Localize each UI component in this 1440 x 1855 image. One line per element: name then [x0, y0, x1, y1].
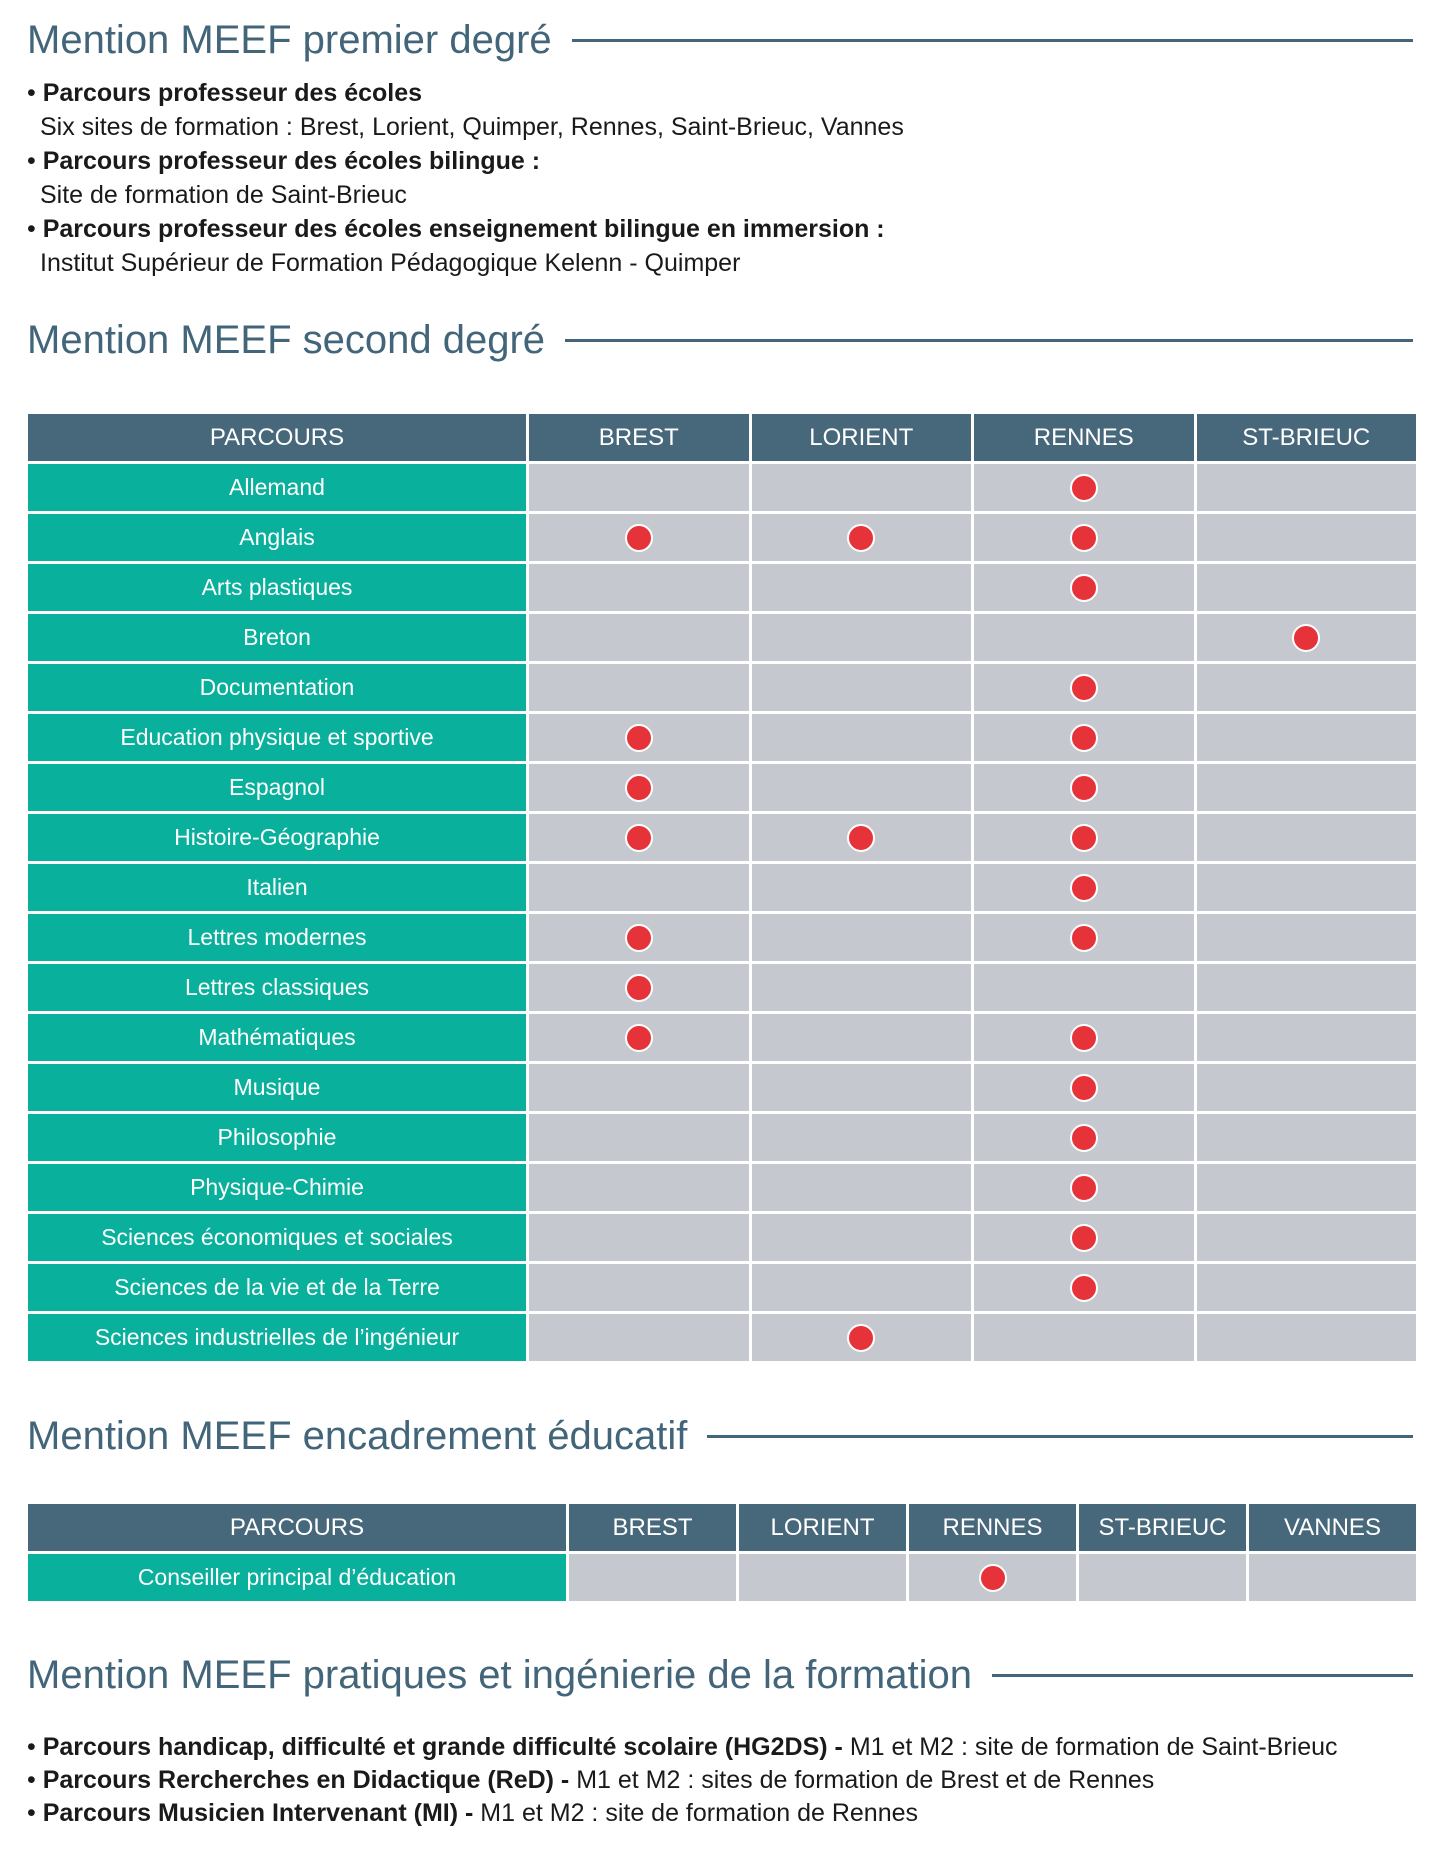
table-row [28, 464, 1416, 511]
site-cell [974, 914, 1194, 961]
site-cell [909, 1554, 1076, 1601]
site-cell [529, 1164, 749, 1211]
site-cell [1197, 714, 1417, 761]
table-row [28, 764, 1416, 811]
site-cell [752, 964, 972, 1011]
item-detail: M1 et M2 : sites de formation de Brest et de Rennes [569, 1766, 1155, 1794]
item-label: Parcours Rercherches en Didactique (ReD) - [42, 1766, 570, 1794]
availability-dot [1070, 474, 1098, 502]
list-item: • Parcours professeur des écoles [27, 79, 423, 107]
site-cell [1197, 764, 1417, 811]
item-detail: M1 et M2 : site de formation de Rennes [473, 1799, 919, 1827]
section-title-text: Mention MEEF encadrement éducatif [27, 1414, 688, 1458]
site-cell [974, 464, 1194, 511]
pratiques-list [27, 1731, 1338, 1830]
site-cell [974, 964, 1194, 1011]
availability-dot [847, 524, 875, 552]
row-label: Lettres modernes [28, 914, 526, 961]
site-cell [529, 1114, 749, 1161]
availability-dot [1070, 924, 1098, 952]
site-cell [752, 1214, 972, 1261]
site-cell [974, 664, 1194, 711]
site-cell [529, 614, 749, 661]
site-cell [1197, 1164, 1417, 1211]
site-cell [1197, 1064, 1417, 1111]
site-cell [529, 914, 749, 961]
site-cell [974, 714, 1194, 761]
row-label: Musique [28, 1064, 526, 1111]
site-cell [752, 864, 972, 911]
table-row [28, 1014, 1416, 1061]
site-cell [974, 1214, 1194, 1261]
site-cell [1197, 464, 1417, 511]
site-cell [752, 764, 972, 811]
site-cell [1249, 1554, 1416, 1601]
site-cell [752, 1014, 972, 1061]
row-label: Allemand [28, 464, 526, 511]
availability-dot [625, 1024, 653, 1052]
section-title-premier [27, 18, 1413, 63]
row-label: Anglais [28, 514, 526, 561]
item-label: Parcours handicap, difficulté et grande difficulté scolaire (HG2DS) - [42, 1733, 843, 1761]
item-detail: Six sites de formation : Brest, Lorient, Quimper, Rennes, Saint-Brieuc, Vannes [40, 113, 904, 141]
header-site: RENNES [909, 1504, 1076, 1551]
item-label: Parcours professeur des écoles bilingue : [42, 147, 541, 175]
site-cell [974, 1164, 1194, 1211]
availability-dot [625, 724, 653, 752]
title-rule [572, 39, 1413, 42]
site-cell [1197, 614, 1417, 661]
site-cell [569, 1554, 736, 1601]
availability-dot [1070, 724, 1098, 752]
section-title-pratiques [27, 1653, 1413, 1698]
site-cell [529, 1214, 749, 1261]
header-site: LORIENT [752, 414, 972, 461]
availability-dot [1070, 1124, 1098, 1152]
list-item: • Parcours Musicien Intervenant (MI) - M1 et M2 : site de formation de Rennes [27, 1799, 919, 1827]
list-item: • Parcours professeur des écoles bilingue : [27, 147, 541, 175]
title-rule [565, 339, 1413, 342]
site-cell [529, 1064, 749, 1111]
site-cell [752, 664, 972, 711]
site-cell [739, 1554, 906, 1601]
site-cell [1197, 814, 1417, 861]
table-row [28, 664, 1416, 711]
site-cell [529, 664, 749, 711]
availability-dot [1070, 774, 1098, 802]
table-encadrement [25, 1501, 1419, 1604]
site-cell [529, 1014, 749, 1061]
row-label: Espagnol [28, 764, 526, 811]
table-row [28, 1214, 1416, 1261]
row-label: Lettres classiques [28, 964, 526, 1011]
site-cell [752, 1264, 972, 1311]
availability-dot [1070, 1074, 1098, 1102]
title-rule [707, 1435, 1413, 1438]
availability-dot [1070, 1274, 1098, 1302]
site-cell [974, 1114, 1194, 1161]
availability-dot [625, 924, 653, 952]
table-row [28, 1114, 1416, 1161]
row-label: Italien [28, 864, 526, 911]
site-cell [1197, 514, 1417, 561]
section-title-second [27, 318, 1413, 363]
header-site: LORIENT [739, 1504, 906, 1551]
row-label: Sciences de la vie et de la Terre [28, 1264, 526, 1311]
site-cell [974, 514, 1194, 561]
row-label: Documentation [28, 664, 526, 711]
availability-dot [979, 1564, 1007, 1592]
section-title-encadrement [27, 1414, 1413, 1459]
site-cell [752, 564, 972, 611]
item-label: Parcours professeur des écoles [42, 79, 423, 107]
site-cell [752, 514, 972, 561]
site-cell [974, 814, 1194, 861]
site-cell [1197, 1314, 1417, 1361]
premier-list [27, 76, 904, 280]
site-cell [974, 1264, 1194, 1311]
site-cell [529, 464, 749, 511]
availability-dot [1070, 674, 1098, 702]
table-row [28, 614, 1416, 661]
row-label: Breton [28, 614, 526, 661]
site-cell [1197, 1014, 1417, 1061]
site-cell [974, 1014, 1194, 1061]
table-row [28, 1264, 1416, 1311]
table-row [28, 964, 1416, 1011]
table-row [28, 914, 1416, 961]
title-rule [992, 1674, 1413, 1677]
availability-dot [625, 524, 653, 552]
availability-dot [1070, 1174, 1098, 1202]
site-cell [529, 564, 749, 611]
site-cell [752, 1064, 972, 1111]
availability-dot [847, 1324, 875, 1352]
row-label: Physique-Chimie [28, 1164, 526, 1211]
site-cell [529, 864, 749, 911]
list-item: • Parcours Rercherches en Didactique (ReD) - M1 et M2 : sites de formation de Brest et de Rennes [27, 1766, 1155, 1794]
section-title-text: Mention MEEF second degré [27, 318, 546, 362]
header-parcours: PARCOURS [28, 1504, 566, 1551]
availability-dot [1070, 824, 1098, 852]
site-cell [752, 614, 972, 661]
table-second-degre [25, 411, 1419, 1364]
availability-dot [1070, 574, 1098, 602]
site-cell [529, 764, 749, 811]
row-label: Mathématiques [28, 1014, 526, 1061]
table-row [28, 864, 1416, 911]
site-cell [1197, 1214, 1417, 1261]
header-site: BREST [569, 1504, 736, 1551]
site-cell [529, 814, 749, 861]
section-title-text: Mention MEEF premier degré [27, 18, 552, 62]
header-parcours: PARCOURS [28, 414, 526, 461]
row-label: Education physique et sportive [28, 714, 526, 761]
site-cell [529, 964, 749, 1011]
availability-dot [625, 824, 653, 852]
row-label: Sciences économiques et sociales [28, 1214, 526, 1261]
row-label: Histoire-Géographie [28, 814, 526, 861]
availability-dot [1292, 624, 1320, 652]
row-label: Sciences industrielles de l’ingénieur [28, 1314, 526, 1361]
site-cell [974, 764, 1194, 811]
availability-dot [1070, 524, 1098, 552]
row-label: Philosophie [28, 1114, 526, 1161]
header-site: BREST [529, 414, 749, 461]
item-detail: Site de formation de Saint-Brieuc [40, 181, 407, 209]
table-row [28, 714, 1416, 761]
site-cell [752, 1114, 972, 1161]
site-cell [1197, 564, 1417, 611]
site-cell [752, 464, 972, 511]
availability-dot [1070, 1024, 1098, 1052]
site-cell [752, 1314, 972, 1361]
row-label: Arts plastiques [28, 564, 526, 611]
site-cell [529, 1264, 749, 1311]
table-row [28, 564, 1416, 611]
list-item: • Parcours professeur des écoles enseignement bilingue en immersion : [27, 215, 885, 243]
header-site: ST-BRIEUC [1079, 1504, 1246, 1551]
site-cell [529, 1314, 749, 1361]
site-cell [1197, 914, 1417, 961]
site-cell [1197, 1114, 1417, 1161]
row-label: Conseiller principal d’éducation [28, 1554, 566, 1601]
table-row [28, 514, 1416, 561]
site-cell [1197, 864, 1417, 911]
table-row [28, 1164, 1416, 1211]
site-cell [974, 1064, 1194, 1111]
availability-dot [1070, 1224, 1098, 1252]
site-cell [974, 614, 1194, 661]
table-row [28, 1314, 1416, 1361]
site-cell [752, 914, 972, 961]
table-row [28, 1554, 1416, 1601]
site-cell [752, 714, 972, 761]
header-site: VANNES [1249, 1504, 1416, 1551]
availability-dot [1070, 874, 1098, 902]
table-row [28, 814, 1416, 861]
site-cell [974, 1314, 1194, 1361]
site-cell [974, 864, 1194, 911]
site-cell [529, 714, 749, 761]
availability-dot [847, 824, 875, 852]
item-detail: Institut Supérieur de Formation Pédagogique Kelenn - Quimper [40, 249, 741, 277]
header-site: RENNES [974, 414, 1194, 461]
list-item: • Parcours handicap, difficulté et grande difficulté scolaire (HG2DS) - M1 et M2 : site de formation de Saint-Brieuc [27, 1733, 1338, 1761]
site-cell [529, 514, 749, 561]
site-cell [752, 1164, 972, 1211]
item-label: Parcours professeur des écoles enseignement bilingue en immersion : [42, 215, 885, 243]
site-cell [1197, 964, 1417, 1011]
item-label: Parcours Musicien Intervenant (MI) - [42, 1799, 474, 1827]
site-cell [1197, 664, 1417, 711]
table-row [28, 1064, 1416, 1111]
site-cell [1079, 1554, 1246, 1601]
site-cell [752, 814, 972, 861]
site-cell [974, 564, 1194, 611]
section-title-text: Mention MEEF pratiques et ingénierie de la formation [27, 1653, 972, 1697]
site-cell [1197, 1264, 1417, 1311]
header-site: ST-BRIEUC [1197, 414, 1417, 461]
item-detail: M1 et M2 : site de formation de Saint-Brieuc [842, 1733, 1338, 1761]
availability-dot [625, 774, 653, 802]
availability-dot [625, 974, 653, 1002]
